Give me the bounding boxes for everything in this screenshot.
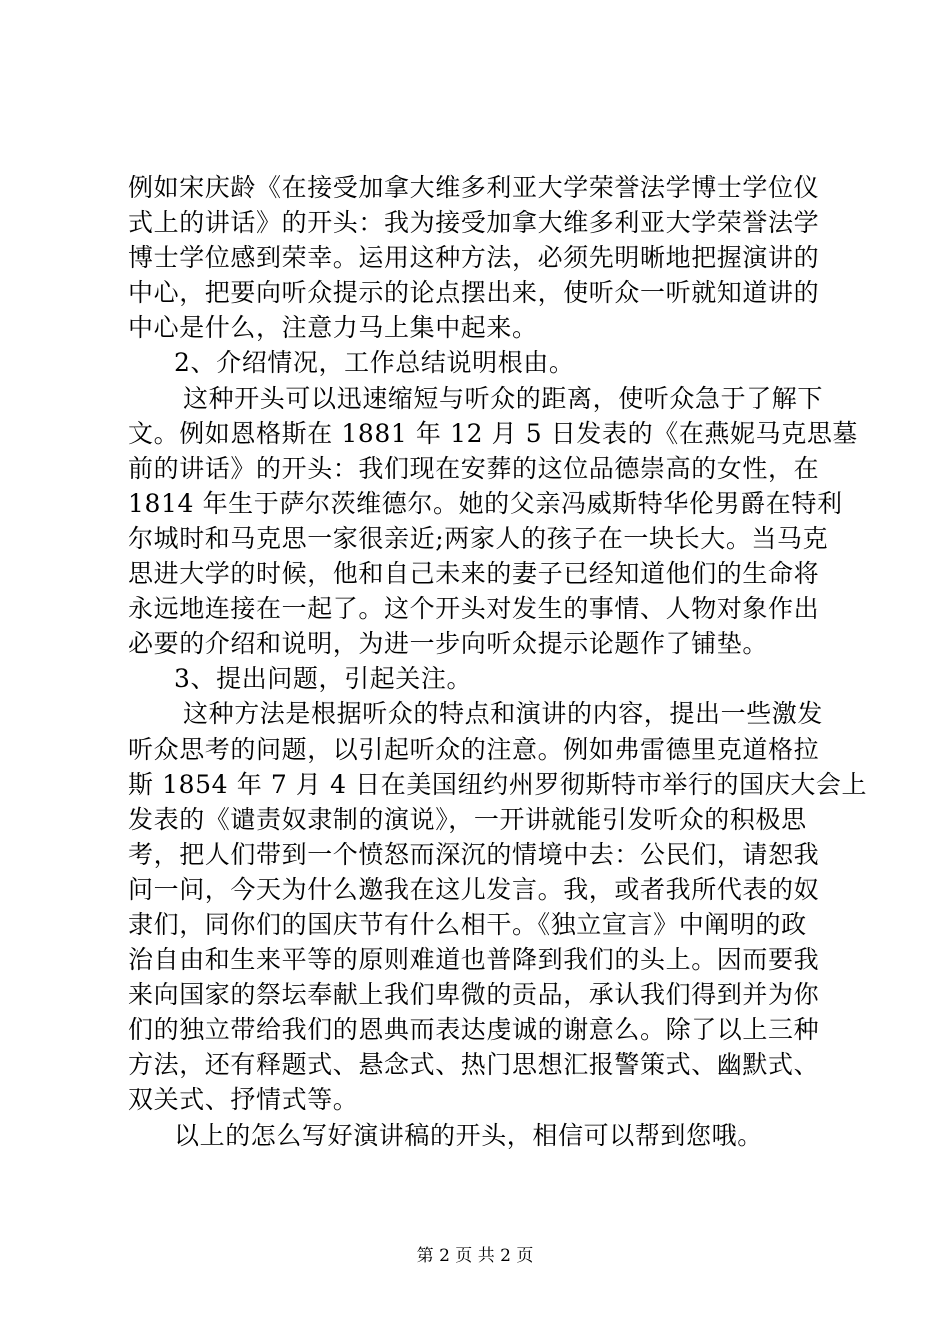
text-line: 听众思考的问题，以引起听众的注意。例如弗雷德里克道格拉	[128, 734, 820, 764]
text-line: 双关式、抒情式等。	[128, 1085, 359, 1115]
section-heading-2: 2、介绍情况，工作总结说明根由。	[174, 348, 575, 378]
text-line: 思进大学的时候，他和自己未来的妻子已经知道他们的生命将	[128, 559, 820, 589]
text-line: 这种方法是根据听众的特点和演讲的内容，提出一些激发	[183, 699, 824, 729]
section-heading-3: 3、提出问题，引起关注。	[174, 664, 473, 694]
text-line: 博士学位感到荣幸。运用这种方法，必须先明晰地把握演讲的	[128, 243, 820, 273]
text-line: 方法，还有释题式、悬念式、热门思想汇报警策式、幽默式、	[128, 1050, 820, 1080]
text-line: 中心是什么，注意力马上集中起来。	[128, 313, 538, 343]
text-line: 来向国家的祭坛奉献上我们卑微的贡品，承认我们得到并为你	[128, 980, 820, 1010]
text-line: 这种开头可以迅速缩短与听众的距离，使听众急于了解下	[183, 383, 824, 413]
page-footer: 第 2 页 共 2 页	[416, 1246, 534, 1266]
closing-line: 以上的怎么写好演讲稿的开头，相信可以帮到您哦。	[174, 1120, 763, 1150]
text-line: 发表的《谴责奴隶制的演说》，一开讲就能引发听众的积极思	[128, 804, 807, 834]
body-text	[128, 170, 868, 1153]
text-line: 们的独立带给我们的恩典而表达虔诚的谢意么。除了以上三种	[128, 1015, 820, 1045]
text-line: 问一问，今天为什么邀我在这儿发言。我，或者我所代表的奴	[128, 874, 820, 904]
text-line: 文。例如恩格斯在 1881 年 12 月 5 日发表的《在燕妮马克思墓	[128, 418, 859, 448]
text-line: 式上的讲话》的开头：我为接受加拿大维多利亚大学荣誉法学	[128, 208, 820, 238]
text-line: 治自由和生来平等的原则难道也普降到我们的头上。因而要我	[128, 945, 820, 975]
text-line: 尔城时和马克思一家很亲近;两家人的孩子在一块长大。当马克	[128, 523, 829, 553]
text-line: 永远地连接在一起了。这个开头对发生的事情、人物对象作出	[128, 594, 820, 624]
text-line: 斯 1854 年 7 月 4 日在美国纽约州罗彻斯特市举行的国庆大会上	[128, 769, 868, 799]
text-line: 中心，把要向听众提示的论点摆出来，使听众一听就知道讲的	[128, 278, 820, 308]
text-line: 必要的介绍和说明，为进一步向听众提示论题作了铺垫。	[128, 629, 769, 659]
text-line: 1814 年生于萨尔茨维德尔。她的父亲冯威斯特华伦男爵在特利	[128, 488, 843, 518]
text-line: 例如宋庆龄《在接受加拿大维多利亚大学荣誉法学博士学位仪	[128, 173, 820, 202]
text-line: 隶们，同你们的国庆节有什么相干。《独立宣言》中阐明的政	[128, 909, 807, 939]
text-line: 前的讲话》的开头：我们现在安葬的这位品德崇高的女性，在	[128, 453, 820, 483]
text-line: 考，把人们带到一个愤怒而深沉的情境中去：公民们，请恕我	[128, 839, 820, 869]
